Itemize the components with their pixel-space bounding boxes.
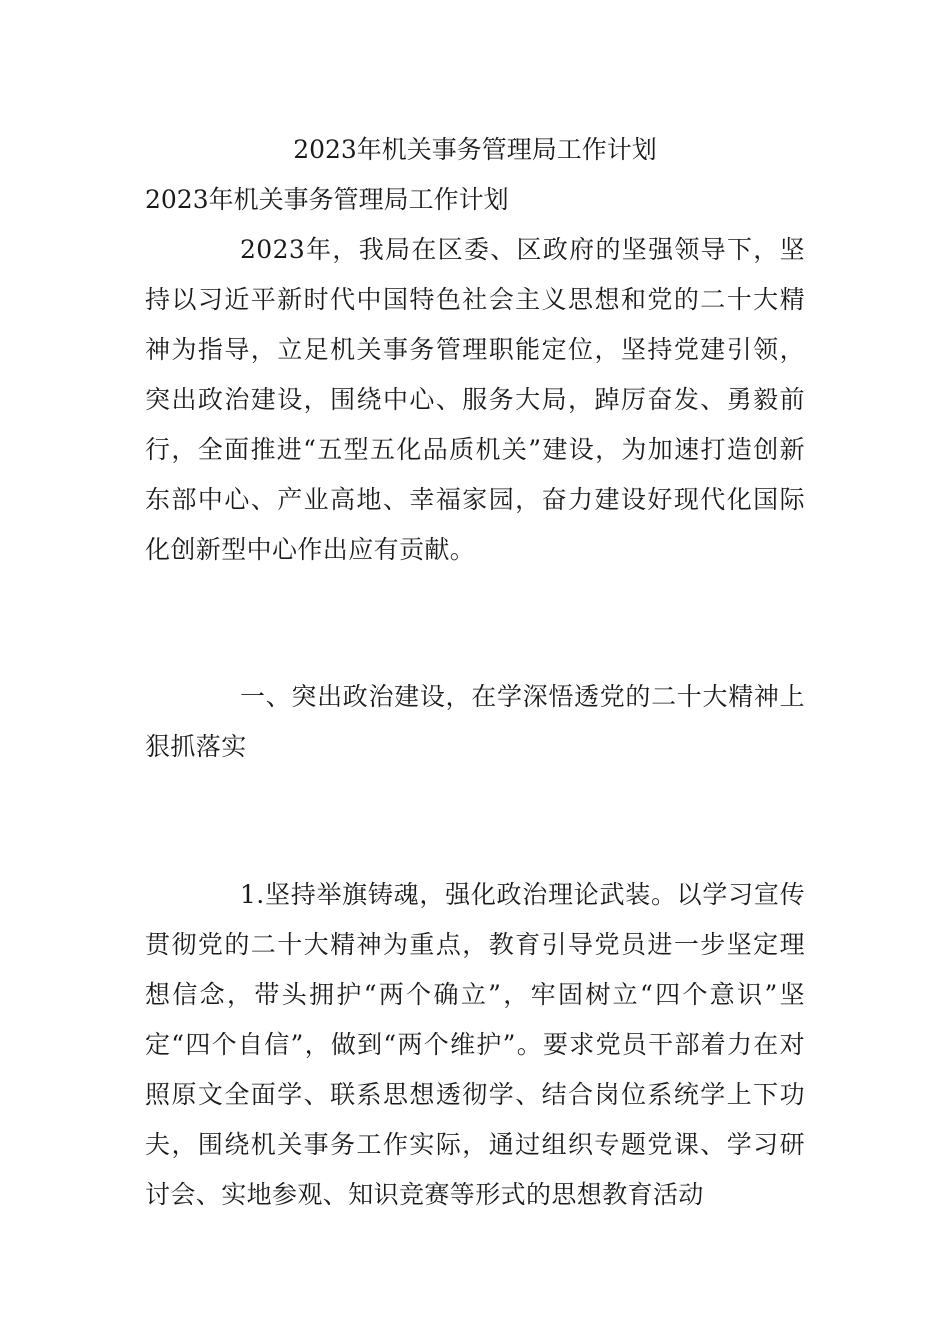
document-title: 2023年机关事务管理局工作计划	[293, 135, 657, 164]
document-subtitle: 2023年机关事务管理局工作计划	[145, 185, 509, 214]
intro-paragraph: 2023年，我局在区委、区政府的坚强领导下，坚持以习近平新时代中国特色社会主义思想和党的二十大精神为指导，立足机关事务管理职能定位，坚持党建引领，突出政治建设，围绕中心、服务大局，踔厉奋发、勇毅前行，全面推进“五型五化品质机关”建设，为加速打造创新东部中心、产业高地、幸福家园，奋力建设好现代化国际化创新型中心作出应有贡献。	[145, 235, 805, 564]
section-heading-1: 一、突出政治建设，在学深悟透党的二十大精神上狠抓落实	[145, 682, 805, 761]
section-item-1-paragraph: 1.坚持举旗铸魂，强化政治理论武装。以学习宣传贯彻党的二十大精神为重点，教育引导党员进一步坚定理想信念，带头拥护“两个确立”，牢固树立“四个意识”坚定“四个自信”，做到“两个维护”。要求党员干部着力在对照原文全面学、联系思想透彻学、结合岗位系统学上下功夫，围绕机关事务工作实际，通过组织专题党课、学习研讨会、实地参观、知识竞赛等形式的思想教育活动	[145, 880, 805, 1209]
